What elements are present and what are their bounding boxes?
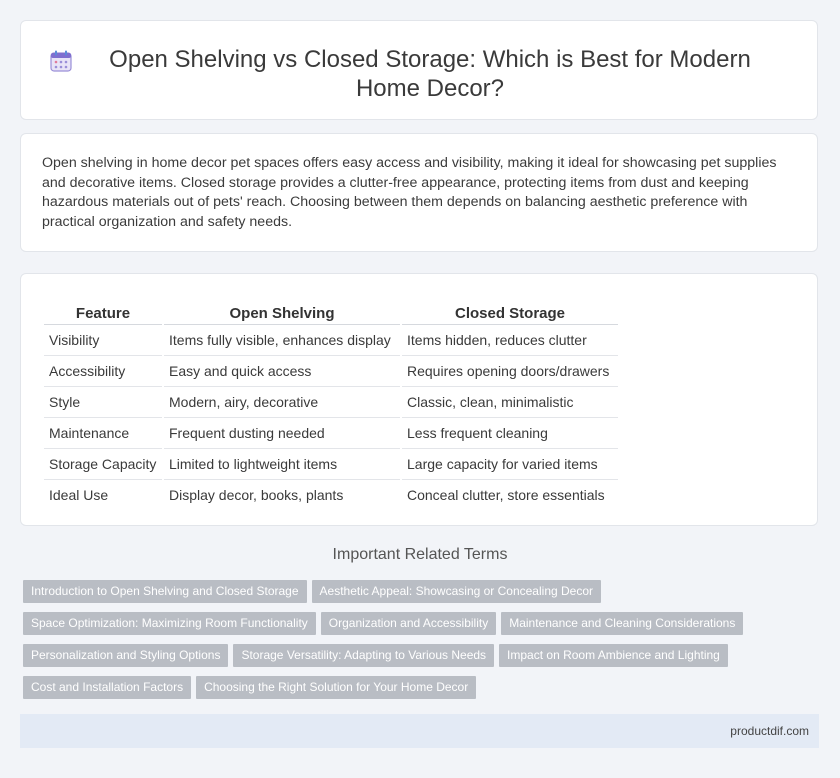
table-row — [44, 387, 618, 418]
related-term-tag[interactable]: Maintenance and Cleaning Considerations — [501, 612, 743, 635]
table-cell: Classic, clean, minimalistic — [402, 387, 618, 418]
table-row — [44, 449, 618, 480]
related-term-tag[interactable]: Cost and Installation Factors — [23, 676, 191, 699]
column-header-feature: Feature — [44, 296, 162, 325]
table-cell: Accessibility — [44, 356, 162, 387]
related-term-tag[interactable]: Personalization and Styling Options — [23, 644, 228, 667]
header-card — [20, 20, 818, 120]
table-cell: Requires opening doors/drawers — [402, 356, 618, 387]
table-cell: Conceal clutter, store essentials — [407, 487, 605, 503]
table-cell: Maintenance — [44, 418, 162, 449]
table-cell: Modern, airy, decorative — [164, 387, 400, 418]
related-term-tag[interactable]: Space Optimization: Maximizing Room Functionality — [23, 612, 316, 635]
title-wrap — [21, 45, 817, 103]
table-row — [44, 356, 618, 387]
related-term-tag[interactable]: Impact on Room Ambience and Lighting — [499, 644, 728, 667]
table-cell: Visibility — [44, 325, 162, 356]
table-cell: Items hidden, reduces clutter — [402, 325, 618, 356]
table-row — [44, 325, 618, 356]
column-header-open-shelving: Open Shelving — [164, 296, 400, 325]
table-cell: Limited to lightweight items — [164, 449, 400, 480]
table-row — [44, 418, 618, 449]
related-term-tag[interactable]: Choosing the Right Solution for Your Home Decor — [196, 676, 476, 699]
table-cell: Display decor, books, plants — [169, 487, 344, 503]
table-cell: Large capacity for varied items — [402, 449, 618, 480]
intro-card — [20, 133, 818, 252]
footer-site-link[interactable]: productdif.com — [730, 724, 809, 738]
related-term-tag[interactable]: Storage Versatility: Adapting to Various Needs — [233, 644, 494, 667]
calendar-icon — [49, 49, 73, 73]
related-term-tag[interactable]: Introduction to Open Shelving and Closed Storage — [23, 580, 307, 603]
related-terms-list — [23, 580, 803, 708]
table-cell: Items fully visible, enhances display — [164, 325, 400, 356]
table-cell: Storage Capacity — [44, 449, 162, 480]
footer — [20, 714, 819, 748]
page-title: Open Shelving vs Closed Storage: Which is Best for Modern Home Decor? — [109, 46, 751, 102]
table-cell: Less frequent cleaning — [402, 418, 618, 449]
table-header-row — [44, 296, 618, 325]
related-term-tag[interactable]: Organization and Accessibility — [321, 612, 496, 635]
table-cell: Ideal Use — [49, 487, 109, 503]
table-cell: Style — [44, 387, 162, 418]
related-term-tag[interactable]: Aesthetic Appeal: Showcasing or Concealing Decor — [312, 580, 602, 603]
table-cell: Frequent dusting needed — [164, 418, 400, 449]
comparison-table — [42, 296, 620, 510]
related-terms-heading: Important Related Terms — [332, 546, 508, 563]
column-header-closed-storage: Closed Storage — [402, 296, 618, 325]
intro-paragraph: Open shelving in home decor pet spaces offers easy access and visibility, making it ideal for showcasing pet supplies and decorative items. Closed storage provides a clutter-free appearance, protecting items from dust and keeping hazardous materials out of pets' reach. Choosing between them depends on balancing aesthetic preference with practical organization and safety needs. — [42, 155, 777, 230]
table-card — [20, 273, 818, 526]
table-cell: Easy and quick access — [164, 356, 400, 387]
table-row — [44, 480, 618, 510]
